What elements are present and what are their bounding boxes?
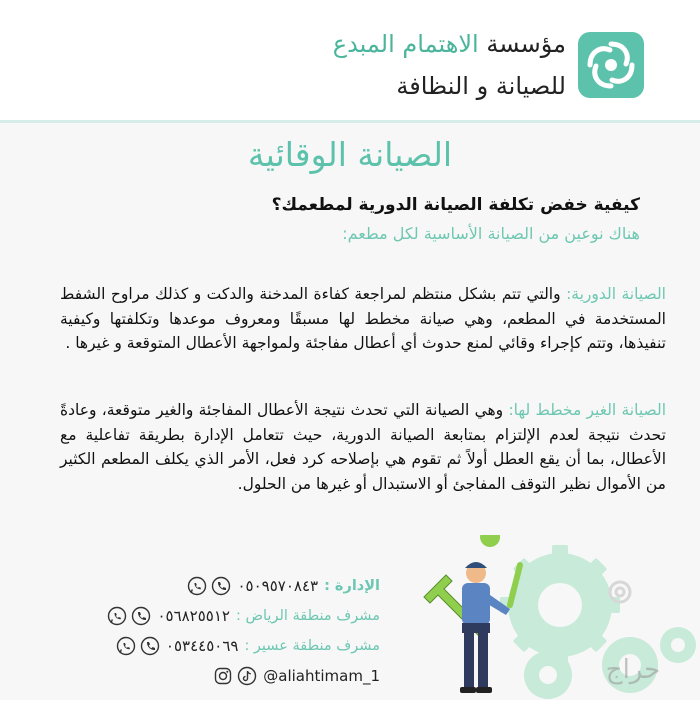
instagram-icon[interactable] <box>213 666 233 686</box>
phone-icon[interactable] <box>140 636 160 656</box>
phone-number[interactable]: ٠٥٠٩٥٧٠٨٤٣ <box>237 577 319 595</box>
whatsapp-icon[interactable] <box>107 606 127 626</box>
term-periodic: الصيانة الدورية: <box>566 285 666 303</box>
brand-name-part2: الاهتمام المبدع <box>332 30 479 58</box>
swirl-logo-icon <box>578 32 644 98</box>
contact-label: الإدارة : <box>324 578 380 594</box>
contact-row-riyadh <box>107 603 380 629</box>
contact-row-admin <box>187 573 380 599</box>
page-title: الصيانة الوقائية <box>247 135 453 174</box>
paragraph-text: وهي الصيانة التي تحدث نتيجة الأعطال المفاجئة والغير متوقعة، وعادةً تحدث نتيجة لعدم الإلتزام بمتابعة الصيانة الدورية، حيث تتعامل الإدارة بطريقة تفاعلية مع الأعطال، بما أن يقع العطل أولاً ثم تقوم هي بإصلاحه كرد فعل، الأمر الذي يكلف المطعم الكثير من الأموال نظير التوقف المفاجئ أو الاستبدال أو غيرها من الحلول. <box>60 401 666 493</box>
brand-name-part1: مؤسسة <box>486 30 566 58</box>
term-unplanned: الصيانة الغير مخطط لها: <box>508 401 666 419</box>
brand-name <box>333 26 566 62</box>
social-handle[interactable]: @aliahtimam_1 <box>263 667 380 685</box>
subheading: هناك نوعين من الصيانة الأساسية لكل مطعم: <box>342 224 640 243</box>
phone-icon[interactable] <box>211 576 231 596</box>
whatsapp-icon[interactable] <box>187 576 207 596</box>
tiktok-icon[interactable] <box>237 666 257 686</box>
phone-number[interactable]: ٠٥٦٨٢٥٥١٢ <box>157 607 230 625</box>
paragraph-periodic-maintenance <box>60 282 666 356</box>
brand-tagline: للصيانة و النظافة <box>396 72 566 100</box>
contact-label: مشرف منطقة الرياض : <box>235 608 380 624</box>
contact-row-asir <box>116 633 380 659</box>
phone-icon[interactable] <box>131 606 151 626</box>
paragraph-unplanned-maintenance <box>60 398 666 496</box>
paragraph-text: والتي تتم بشكل منتظم لمراجعة كفاءة المدخنة والدكت و كذلك مراوح الشفط المستخدمة في المطعم، وهي صيانة مخطط لها مسبقًا ومعروف موعدها وتكلفتها وكيفية تنفيذها، وتتم كإجراء وقائي لمنع حدوث أي أعطال مفاجئة ولمواجهة الأعطال المتوقعة و غيرها . <box>60 285 666 352</box>
question-heading: كيفية خفض تكلفة الصيانة الدورية لمطعمك؟ <box>271 195 640 215</box>
watermark: حراج <box>605 655 661 685</box>
contact-row-social <box>213 663 380 689</box>
whatsapp-icon[interactable] <box>116 636 136 656</box>
header <box>0 0 700 118</box>
contact-label: مشرف منطقة عسير : <box>244 638 380 654</box>
phone-number[interactable]: ٠٥٣٤٤٥٠٦٩ <box>165 637 239 655</box>
mechanic-icon <box>424 535 520 693</box>
